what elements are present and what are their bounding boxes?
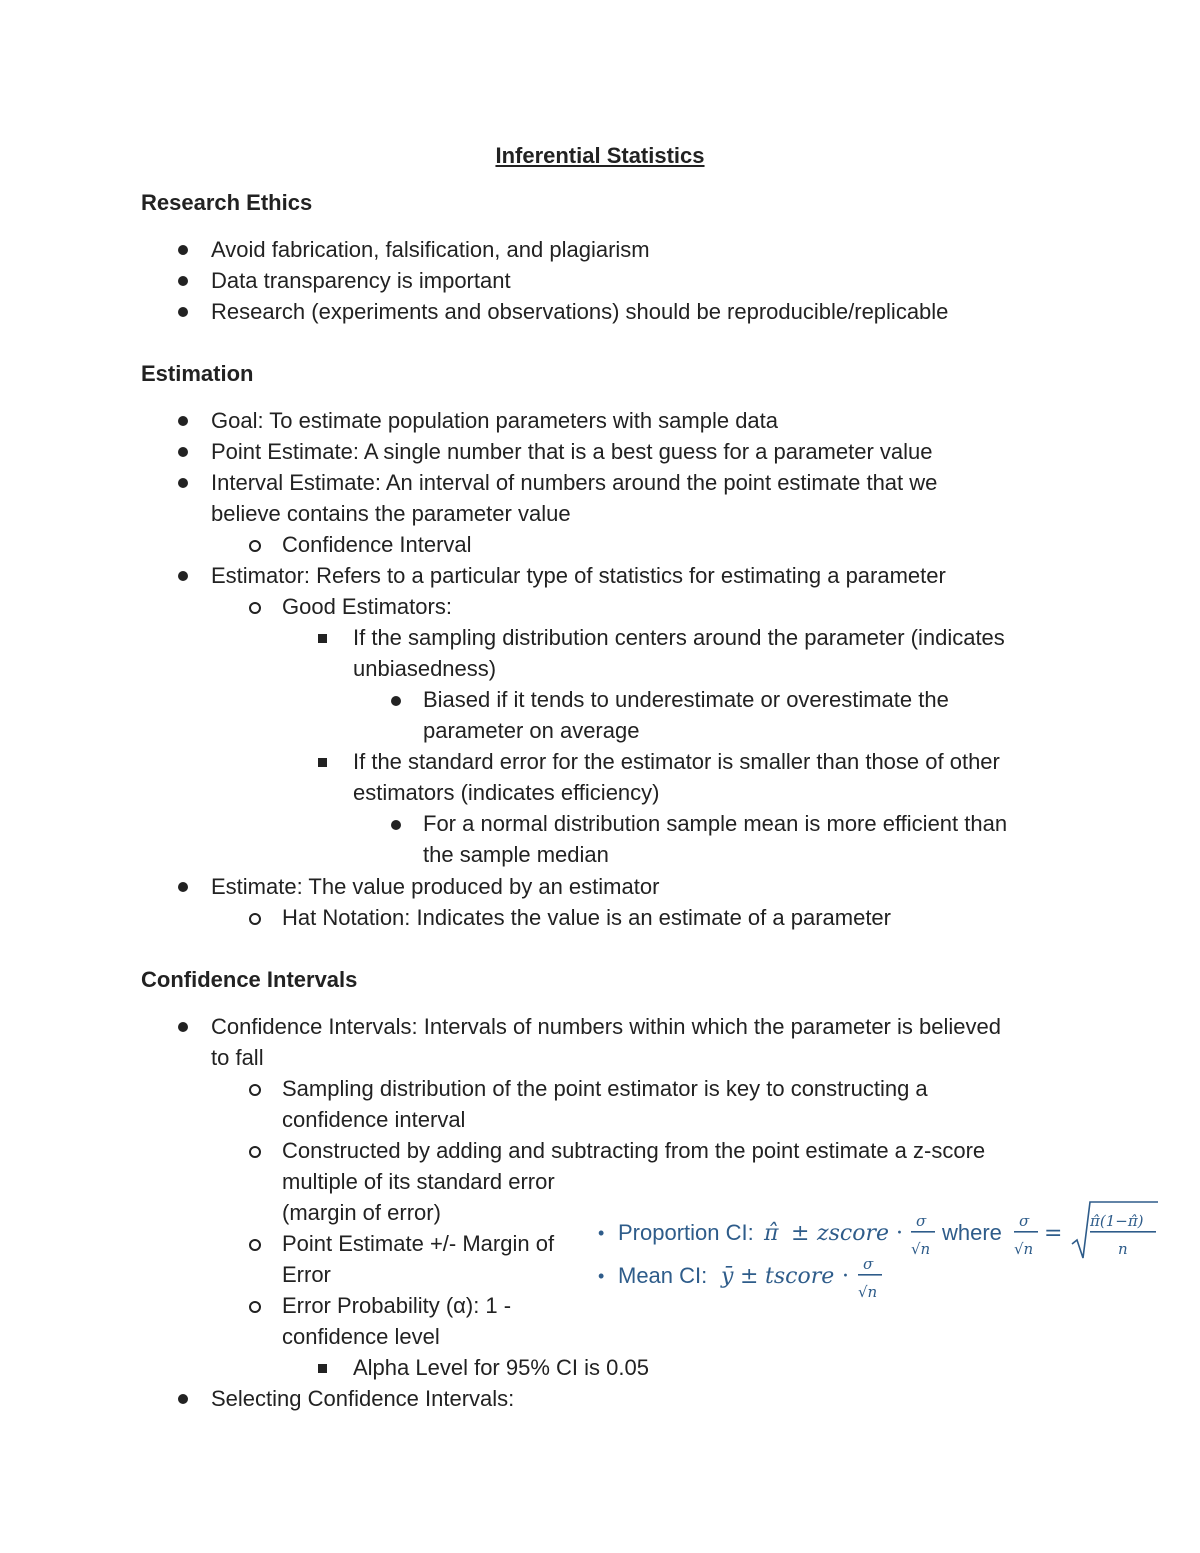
sub-list-item: Good Estimators: [282,594,452,619]
sub-list-item-continuation: multiple of its standard error [282,1169,555,1194]
bullet-icon [178,1022,188,1032]
square-bullet-icon [318,758,327,767]
hollow-bullet-icon [249,913,261,925]
heading-confidence-intervals: Confidence Intervals [141,967,358,992]
sub-list-item-continuation: Error [282,1262,331,1287]
sub-sub-list-item-continuation: unbiasedness) [353,656,497,681]
hollow-bullet-icon [249,1301,261,1313]
bullet-icon [178,276,188,286]
list-item: Point Estimate: A single number that is a best guess for a parameter value [211,439,933,464]
bullet-icon [178,416,188,426]
hollow-bullet-icon [249,1239,261,1251]
mean-ci-label: Mean CI: [618,1263,708,1288]
sqrt-n-denominator: √n [858,1283,878,1301]
plus-minus-symbol: ± [740,1264,759,1289]
level4-list-item: Biased if it tends to underestimate or overestimate the [423,687,949,712]
list-item: Interval Estimate: An interval of numbers around the point estimate that we [211,470,938,495]
heading-research-ethics: Research Ethics [141,190,313,215]
y-bar-symbol: ȳ [721,1264,734,1289]
tscore-term: tscore [765,1264,835,1289]
bullet-icon [178,478,188,488]
sigma-numerator: σ [916,1212,927,1230]
dot-operator: · [896,1221,903,1246]
confidence-interval-formulas [598,1200,1198,1310]
sub-sub-list-item: Alpha Level for 95% CI is 0.05 [353,1355,649,1380]
sub-list-item: Confidence Interval [282,532,472,557]
formula-bullet: • [598,1266,605,1286]
list-item: Estimate: The value produced by an estimator [211,874,660,899]
sub-sub-list-item-continuation: estimators (indicates efficiency) [353,780,660,805]
hollow-bullet-icon [249,540,261,552]
sigma-numerator: σ [863,1255,874,1273]
equals-symbol: = [1044,1221,1063,1246]
bullet-icon [178,245,188,255]
list-item: Confidence Intervals: Intervals of numbers within which the parameter is believed [211,1014,1001,1039]
bullet-icon [391,696,401,706]
formula-graphic [598,1200,1198,1310]
sigma-numerator: σ [1019,1212,1030,1230]
sub-list-item-continuation: (margin of error) [282,1200,441,1225]
list-item-continuation: believe contains the parameter value [211,501,571,526]
level4-list-item-continuation: the sample median [423,842,609,867]
fraction-bar [911,1231,935,1233]
level4-list-item-continuation: parameter on average [423,718,640,743]
bullet-icon [391,820,401,830]
sub-sub-list-item: If the sampling distribution centers around the parameter (indicates [353,625,1005,650]
level4-list-item: For a normal distribution sample mean is more efficient than [423,811,1008,836]
bullet-icon [178,571,188,581]
list-item-continuation: to fall [211,1045,264,1070]
formula-bullet: • [598,1223,605,1243]
bullet-icon [178,882,188,892]
where-text: where [942,1220,1002,1245]
sqrt-n-denominator: √n [1014,1240,1034,1258]
fraction-bar [858,1274,882,1276]
dot-operator: · [842,1264,849,1289]
hollow-bullet-icon [249,1146,261,1158]
hollow-bullet-icon [249,1084,261,1096]
pi-hat-symbol: π̂ [764,1221,779,1246]
sub-list-item: Sampling distribution of the point estimator is key to constructing a [282,1076,928,1101]
bullet-icon [178,447,188,457]
sub-list-item-continuation: confidence interval [282,1107,466,1132]
radical-numerator: π̂(1−π̂) [1090,1212,1144,1230]
list-item: Selecting Confidence Intervals: [211,1386,515,1411]
zscore-term: zscore [817,1221,889,1246]
square-bullet-icon [318,1364,327,1373]
list-item: Avoid fabrication, falsification, and plagiarism [211,237,650,262]
hollow-bullet-icon [249,602,261,614]
sub-sub-list-item: If the standard error for the estimator is smaller than those of other [353,749,1000,774]
list-item: Goal: To estimate population parameters with sample data [211,408,779,433]
sub-list-item-continuation: confidence level [282,1324,440,1349]
sub-list-item: Error Probability (α): 1 - [282,1293,512,1318]
proportion-ci-label: Proportion CI: [618,1220,754,1245]
sub-list-item: Constructed by adding and subtracting from the point estimate a z-score [282,1138,986,1163]
list-item: Data transparency is important [211,268,511,293]
page-title: Inferential Statistics [495,143,705,168]
sub-list-item: Point Estimate +/- Margin of [282,1231,555,1256]
heading-estimation: Estimation [141,361,254,386]
sub-list-item: Hat Notation: Indicates the value is an estimate of a parameter [282,905,891,930]
plus-minus-symbol: ± [791,1221,810,1246]
list-item: Estimator: Refers to a particular type of statistics for estimating a parameter [211,563,946,588]
square-bullet-icon [318,634,327,643]
sqrt-n-denominator: √n [911,1240,931,1258]
bullet-icon [178,1394,188,1404]
fraction-bar [1014,1231,1038,1233]
radical-denominator: n [1118,1240,1128,1258]
radical-sign-icon [1072,1202,1158,1258]
bullet-icon [178,307,188,317]
fraction-bar [1090,1231,1156,1233]
list-item: Research (experiments and observations) should be reproducible/replicable [211,299,949,324]
